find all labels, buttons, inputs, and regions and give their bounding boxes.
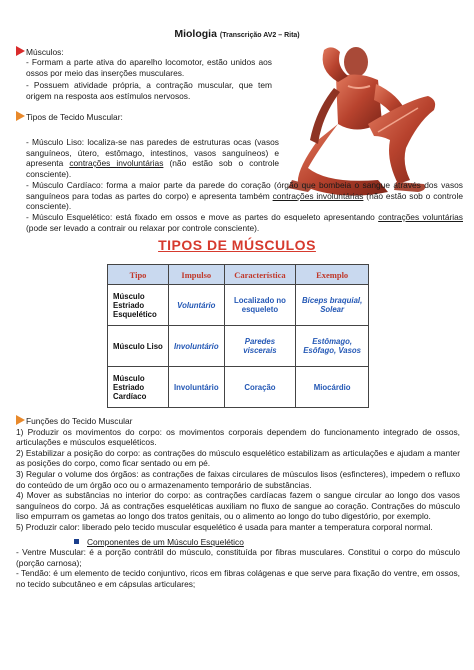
col-header-impulso: Impulso: [169, 265, 225, 285]
square-bullet-icon: [74, 539, 79, 544]
funcao-1: 1) Produzir os movimentos do corpo: os movimentos corporais dependem do funcionamento integrado de ossos, articulações e músculos esqueléticos.: [16, 426, 460, 448]
tipos-tecido-label: Tipos de Tecido Muscular:: [26, 112, 123, 122]
col-header-caracteristica: Característica: [224, 265, 296, 285]
cardiaco-text-b: (não estão sob o controle consciente).: [26, 190, 463, 212]
col-header-exemplo: Exemplo: [296, 265, 369, 285]
funcao-4: 4) Mover as substâncias no interior do corpo: as contrações cardíacas fazem o sangue circular ao longo dos vasos sanguíneos do corpo. Já as contrações esqueléticas auxiliam no fluxo de sangue ao coração. Contrações do músculo liso empurram os gametas ao longo dos tratos genitais, ou o alimento ao longo do tubo digestório, por exemplo.: [16, 490, 460, 522]
tipos-musculos-table: [107, 264, 369, 408]
col-header-tipo: Tipo: [108, 265, 169, 285]
componentes-heading-row: [16, 537, 460, 548]
page-title: [0, 28, 474, 40]
table-cell-impulso: Involuntário: [169, 367, 225, 408]
table-cell-caracteristica: Coração: [224, 367, 296, 408]
table-cell-caracteristica: Paredes viscerais: [224, 326, 296, 367]
table-header-row: [108, 265, 369, 285]
esq-underlined: contrações voluntárias: [378, 212, 463, 222]
tipos-de-musculos-heading: TIPOS DE MÚSCULOS: [158, 237, 316, 253]
table-row: [108, 326, 369, 367]
funcoes-section: [16, 415, 460, 590]
table-cell-tipo: Músculo Estriado Cardíaco: [108, 367, 169, 408]
liso-text-a: - Músculo Liso: localiza-se nas paredes de estruturas ocas (vasos sanguíneos, útero, estômago, intestinos, vasos sanguíneos) e apresenta: [26, 137, 279, 169]
liso-underlined: contrações involuntárias: [69, 158, 164, 169]
title-text: Miologia: [174, 28, 217, 40]
funcoes-label: Funções do Tecido Muscular: [26, 416, 133, 426]
funcoes-label-row: [16, 415, 460, 427]
musculo-cardiaco-paragraph: [26, 180, 463, 212]
liso-text-b: (não estão sob o controle consciente).: [26, 158, 279, 179]
musculo-liso-paragraph: [26, 137, 279, 179]
table-cell-exemplo: Miocárdio: [296, 367, 369, 408]
tendao: - Tendão: é um elemento de tecido conjuntivo, ricos em fibras colágenas e que serve para fixação do ventre, em ossos, no tecido subcutâneo e em cápsulas articulares;: [16, 568, 460, 589]
table-cell-impulso: Involuntário: [169, 326, 225, 367]
table-cell-tipo: Músculo Estriado Esquelético: [108, 285, 169, 326]
componentes-title: Componentes de um Músculo Esquelético: [87, 536, 244, 547]
title-subtitle: (Transcrição AV2 – Rita): [219, 32, 300, 39]
table-row: [108, 367, 369, 408]
table-cell-caracteristica: Localizado no esqueleto: [224, 285, 296, 326]
table-row: [108, 285, 369, 326]
funcao-3: 3) Regular o volume dos órgãos: as contrações de faixas circulares de músculos lisos (esfincteres), impedem o refluxo do conteúdo de um órgão oco ou o armazenamento temporário de substâncias.: [16, 468, 460, 490]
esq-text-b: (pode ser levado a contrair ou relaxar por controle consciente).: [26, 222, 260, 233]
ventre-muscular: - Ventre Muscular: é a porção contrátil do músculo, constituída por fibras musculares. Constitui o corpo do músculo (porção carnosa);: [16, 547, 460, 568]
cardiaco-underlined: contrações involuntárias: [272, 190, 364, 201]
red-arrow-icon: [16, 46, 25, 56]
table-cell-tipo: Músculo Liso: [108, 326, 169, 367]
musculo-esqueletico-paragraph: [26, 212, 463, 233]
table-cell-impulso: Voluntário: [169, 285, 225, 326]
esq-text-a: - Músculo Esquelético: está fixado em ossos e move as partes do esqueleto apresentando: [26, 212, 379, 222]
funcao-2: 2) Estabilizar a posição do corpo: as contrações do músculo esquelético estabilizam as articulações e ajudam a manter as posições do corpo, como ficar sentado ou em pé.: [16, 447, 460, 469]
table-cell-exemplo: Estômago, Esôfago, Vasos: [296, 326, 369, 367]
intro-line-1: - Formam a parte ativa do aparelho locomotor, estão unidos aos ossos por meio das inserções musculares.: [26, 57, 272, 78]
funcao-5: 5) Produzir calor: liberado pelo tecido muscular esquelético é usada para manter a temperatura corporal normal.: [16, 521, 433, 532]
intro-line-2: - Possuem atividade própria, a contração muscular, que tem origem na resposta aos estímulos nervosos.: [26, 80, 272, 101]
orange-arrow-icon: [16, 415, 25, 425]
table-cell-exemplo: Bíceps braquial, Solear: [296, 285, 369, 326]
musculos-label: Músculos:: [26, 47, 64, 57]
tipos-tecido-label-row: [16, 111, 123, 123]
musculos-label-row: [16, 46, 64, 58]
orange-arrow-icon: [16, 111, 25, 121]
cardiaco-text-a: - Músculo Cardíaco: forma a maior parte da parede do coração (órgão que bombeia o sangue através dos vasos sanguíneos para todas as partes do corpo) e apresenta também: [26, 180, 463, 201]
